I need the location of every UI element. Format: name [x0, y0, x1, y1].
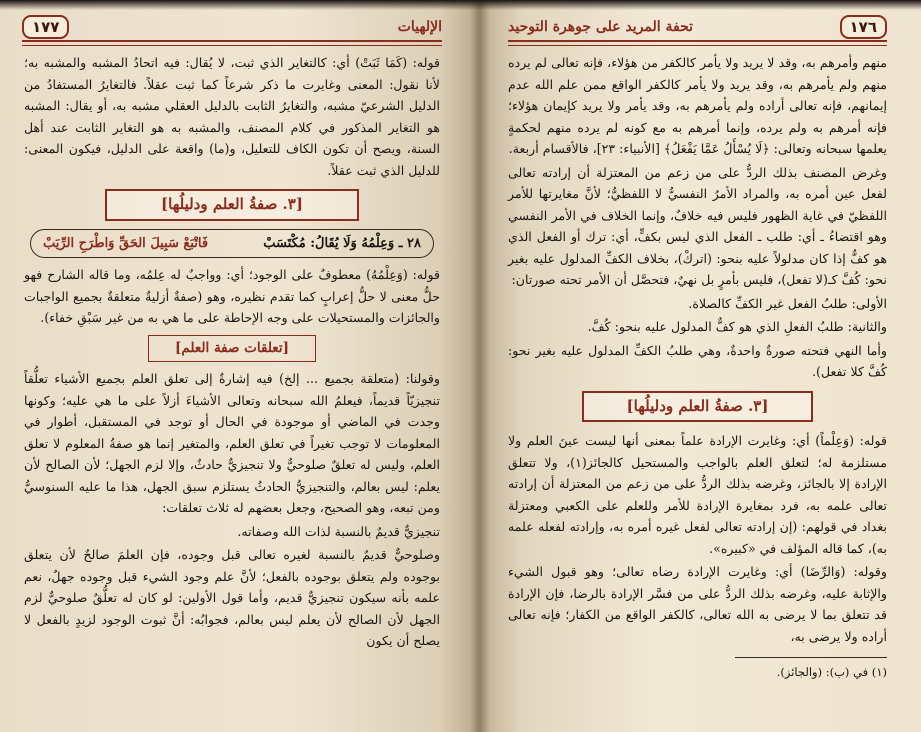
book-spine-shadow: [470, 0, 490, 732]
right-page-header: [508, 14, 887, 40]
right-paragraph: وغرض المصنف بذلك الردُّ على من زعم من المعتزلة أن إرادته تعالى لفعل عين أمره به، والمراد الأمرُ النفسيُّ لا اللفظيُّ؛ لأنَّ مغايرتها للأمر اللفظيّ في غاية الظهور فليس فيه خلافٌ، وإنما الخلاف في الأمر النفسي وهو اقتضاءُ ـ أي: طلب ـ الفعل الذي ليس بكفٍّ، أي: ترك أو الفعل الذي هو كفٌّ إذا كان مدلولاً عليه بنحو: (اتركْ)، بخلاف الكفِّ المدلول عليه بغير نحو: كُفَّ كـ(لا تفعل)، فليس بأمرٍ بل نهيٌ، فتحصَّل أن الأمر تحته صورتان:: [508, 164, 887, 287]
right-paragraph: والثانية: طلبُ الفعلِ الذي هو كفٌّ المدلول عليه بنحو: كُفَّ.: [587, 319, 887, 334]
left-section-title: [٣. صفةُ العلم ودليلُها]: [105, 189, 359, 221]
verse-first-hemistich: ٢٨ ـ وَعِلْمُهُ وَلَا يُقَالُ: مُكْتَسَبْ: [263, 235, 421, 251]
left-page-body: [24, 52, 440, 654]
right-page-body: [508, 52, 887, 684]
right-paragraph: وقوله: (وَالرِّضَا) أي: وغايرت الإرادة رضاه تعالى؛ وهو قبول الشيء والإثابة عليه، وغرضه بذلك الردُّ على من فسَّر الإرادة بالرضا، فإن الإرادة قد تتعلق بما لا يرضى به الله تعالى، كالكفر الواقع من الكفار؛ فإنه تعالى أراده ولا يرضى به،: [508, 564, 887, 644]
left-paragraph: تنجيزيٌّ قديمٌ بالنسبة لذات الله وصفاته.: [237, 523, 440, 539]
verse-box: [30, 229, 434, 259]
left-paragraph: وقولنا: (متعلقة بجميع ... إلخ) فيه إشارةٌ إلى تعلق العلم بجميع الأشياء تعلُّقاً تنجيزيّاً قديماً، فيعلمُ الله سبحانه وتعالى الأشياءَ أزلاً على ما هي عليه؛ وكونها وجدت في الماضي أو موجودة في الحال أو توجد في المستقبل، أطوار في المعلومات لا توجب تغيراً في تعلق العلم، والمتغير إنما هو صفةُ المعلوم لا تعلق العلم، وليس له تعلقٌ صلوحيٌّ ولا تنجيزيٌّ حادثٌ، وإلا لزم الجهل؛ لأن الصالح لأن يعلم: ليس بعالم، والتنجيزيُّ الحادثُ يستلزم سبق الجهل، هذا ما عليه السنوسيُّ ومن تبعه، وهو الصحيح، وجعل بعضهم له ثلاث تعلقات:: [24, 371, 440, 515]
left-paragraph: وصلوحيٌّ قديمٌ بالنسبة لغيره تعالى قبل وجوده، فإن العلمَ صالحٌ لأن يتعلق بوجوده ولم يتعلق بوجوده بالفعل؛ لأنَّ علم وجود الشيء قبل وجوده جهلٌ، نعم علمه بأنه سيكون تنجيزيٌّ قديم، وأما قول الأولين: لو كان له تعلُّقٌ صلوحيٌّ لزم الجهل لأن الصالح لأن يعلم ليس بعالم، فجوابُه: أنَّ ثبوت الوجود لزيدٍ بالفعل لا يصلح أن يكون: [24, 547, 440, 648]
left-running-title: الإلهيات: [397, 19, 442, 35]
footnote: (١) في (ب): (والجائز).: [776, 665, 887, 679]
left-subheading: [تعلقات صفة العلم]: [148, 335, 316, 363]
right-page: [478, 0, 921, 732]
right-running-title: تحفة المريد على جوهرة التوحيد: [508, 19, 694, 35]
right-paragraph: منهم وأمرهم به، وقد لا يريد ولا يأمر كالكفر من هؤلاء، فإنه تعالى لم يرده منهم ولم يأمرهم به، وقد يريد ولا يأمر كالكفر الواقع ممن علم الله عدم إيمانهم، فإنه تعالى أراده ولم يأمرهم به، وقد يأمر ولا يريد كإيمان هؤلاء؛ فإنه أمرهم به ولم يرده، وإنما أمرهم به مع كونه لم يرده منهم لحكمةٍ يعلمها سبحانه وتعالى: ﴿لَا يُسْأَلُ عَمَّا يَفْعَلُ﴾ [الأنبياء: ٢٣]، فالأقسام أربعة.: [508, 55, 887, 156]
right-header-rule: [508, 40, 887, 46]
left-page-number: ١٧٧: [22, 15, 69, 39]
footnote-rule: [735, 657, 887, 658]
top-edge-shadow: [0, 0, 921, 10]
right-paragraph: قوله: (وَعِلْماً) أي: وغايرت الإرادة علماً بمعنى أنها ليست عينَ العلم ولا مستلزمة له؛ لتعلق العلم بالواجب والمستحيل كالجائز(١)، ولا تتعلق الإرادة إلا بالجائز، وغرضه بذلك الردُّ على من زعم من المعتزلة أن إرادته تعالى علمه به، فرد بمغايرة الإرادة للأمر وللعلم على الكعبي ومعتزلة بغداد في قولهم: (إن إرادته تعالى لفعل غيره أمره به، وإرادته لفعله علمه به)، كما قاله المؤلف في «كبيره».: [508, 433, 887, 556]
left-header-rule: [22, 40, 442, 46]
verse-second-hemistich: فَاتْبَعْ سَبِيلَ الحَقِّ وَاطْرَحِ الرِّيَبْ: [43, 235, 209, 251]
right-paragraph: وأما النهي فتحته صورةٌ واحدةٌ، وهي طلبُ الكفِّ المدلول عليه بغير نحو: كُفَّ كلا تفعل).: [508, 342, 887, 379]
left-page-header: [22, 14, 442, 40]
right-page-number: ١٧٦: [840, 15, 887, 39]
left-paragraph: قوله: (وَعِلْمُهُ) معطوفٌ على الوجود؛ أي: وواجبٌ له عِلمُه، وما قاله الشارح فهو حلُّ معنى لا حلُّ إعرابٍ كما تقدم نظيره، وهو (صفةٌ أزليةٌ متعلقةٌ بجميع الواجبات والجائزات والمستحيلات على وجه الإحاطة على ما هي به من غير سَبْقِ خفاء).: [24, 267, 440, 325]
right-section-title: [٣. صفةُ العلم ودليلُها]: [582, 391, 813, 423]
right-paragraph: الأولى: طلبُ الفعل غير الكفِّ كالصلاة.: [688, 295, 887, 311]
left-paragraph: قوله: (كَمَا ثَبَتْ) أي: كالتغاير الذي ثبت، لا يُقال: فيه اتحادُ المشبه والمشبه به؛ لأنا نقول: المعنى وغايرت ما ذكر شرعاً كما ثبت عقلاً. فالتغايرُ المستفادُ من الدليل الشرعيّ مشبه، والتغايرُ الثابت بالدليل العقلي مشبه به، أو يقال: المشبه هو التغاير المذكور في كلام المصنف، والمشبه به هو التغاير الثابت عند أهل السنة، ويصح أن تكون الكاف للتعليل، و(ما) واقعة على الدليل، فيكون المعنى: للدليل الذي ثبت عقلاً.: [24, 55, 440, 178]
